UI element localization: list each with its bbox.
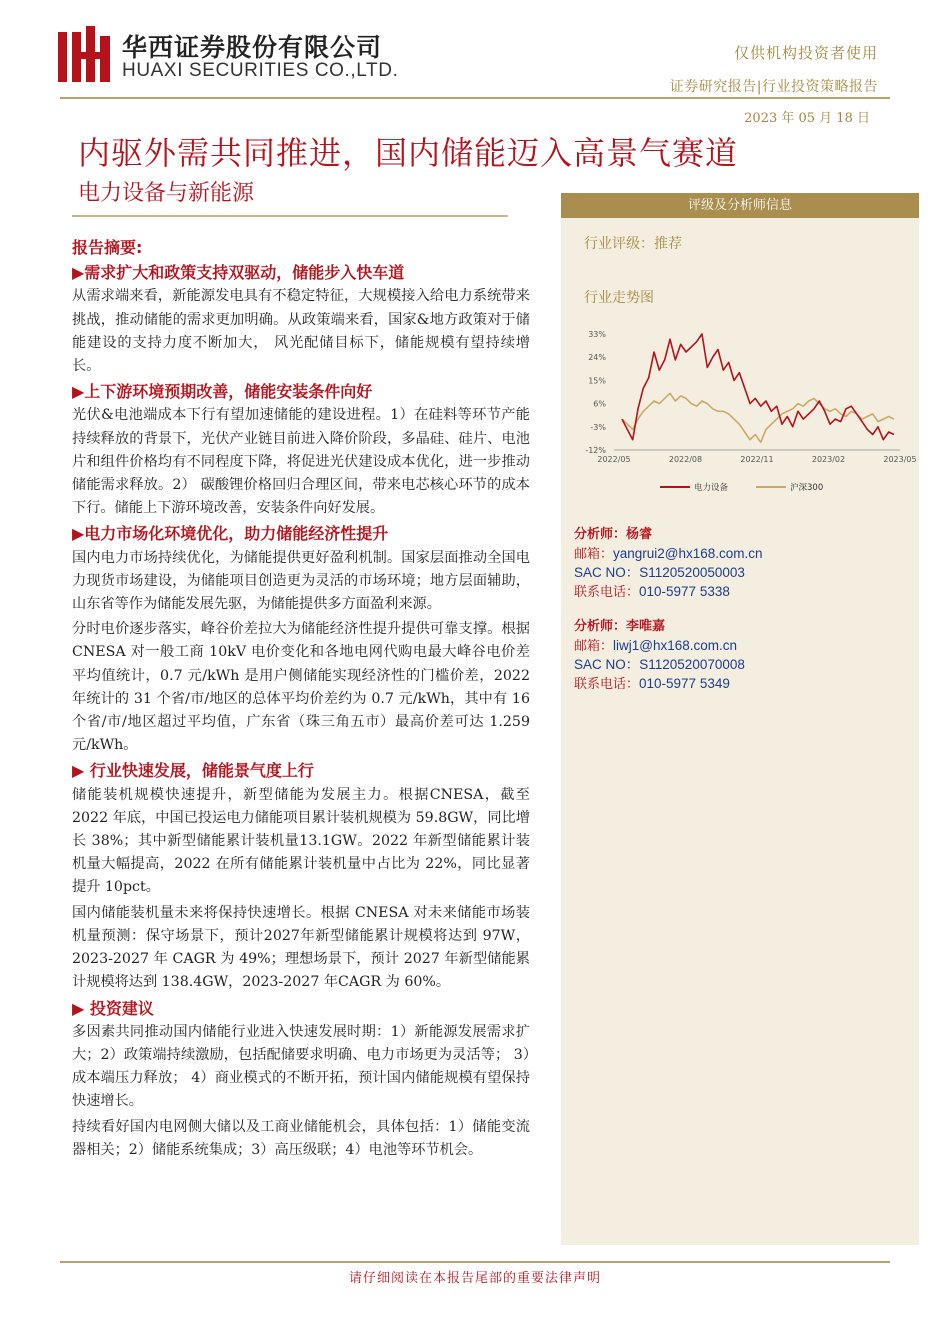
sac-number: S1120520050003 (639, 565, 745, 580)
y-tick-label: -3% (590, 422, 606, 432)
section-paragraph: 从需求端来看，新能源发电具有不稳定特征，大规模接入给电力系统带来挑战，推动储能的需求更加明确。从政策端来看，国家&地方政策对于储能建设的支持力度不断加大， 风光配储目标下，储能规模有望持续增长。 (72, 288, 530, 375)
email-label: 邮箱： (574, 638, 614, 654)
analyst-name: 分析师：李唯嘉 (574, 619, 666, 634)
analyst-name: 分析师：杨睿 (574, 527, 653, 542)
legend-label: 沪深300 (790, 483, 824, 493)
report-subtitle: 电力设备与新能源 (78, 181, 255, 206)
section-paragraph: 多因素共同推动国内储能行业进入快速发展时期：1）新能源发展需求扩大；2）政策端持续激励，包括配储要求明确、电力市场更为灵活等； 3）成本端压力释放； 4）商业模式的不断开拓，预计国内储能规模有望保持快速增长。 (72, 1023, 530, 1110)
sac-label: SAC NO： (574, 657, 640, 672)
x-tick-label: 2022/11 (740, 455, 774, 464)
analyst-card (574, 618, 745, 694)
legend-label: 电力设备 (694, 483, 729, 493)
section-paragraph: 国内储能装机量未来将保持快速增长。根据 CNESA 对未来储能市场装机量预测：保守场景下，预计2027年新型储能累计规模将达到 97W，2023-2027 年 CAGR 为 49%；理想场景下，预计 2027 年新型储能累计规模将达到 138.4GW，2023-2027 年CAGR 为 60%。 (72, 904, 530, 991)
analyst-phone-row (574, 583, 763, 603)
x-tick-label: 2023/05 (883, 455, 917, 464)
audience-note: 仅供机构投资者使用 (733, 44, 878, 62)
company-name-en: HUAXI SECURITIES CO.,LTD. (122, 60, 399, 81)
phone-label: 联系电话： (574, 584, 640, 600)
phone-number: 010-5977 5338 (639, 583, 730, 599)
footer-divider (60, 1261, 890, 1263)
header-divider (60, 97, 890, 99)
analyst-email-row (574, 545, 763, 565)
x-tick-label: 2022/05 (597, 455, 631, 464)
report-type: 证券研究报告|行业投资策略报告 (669, 79, 878, 95)
industry-trend-chart (574, 325, 917, 497)
section-heading: ▶上下游环境预期改善，储能安装条件向好 (72, 382, 373, 402)
email-label: 邮箱： (574, 546, 614, 562)
rating-label: 行业评级： (584, 236, 654, 252)
section-paragraph: 光伏&电池端成本下行有望加速储能的建设进程。1）在硅料等环节产能持续释放的背景下，光伏产业链目前进入降价阶段，多晶硅、硅片、电池片和组件价格均有不同程度下降，将促进光伏建设成本优化，进一步推动储能需求释放。2） 碳酸锂价格回归合理区间，带来电芯核心环节的成本下行。储能上下游环境改善，安装条件向好发展。 (72, 407, 530, 517)
section-heading: ▶电力市场化环境优化，助力储能经济性提升 (72, 524, 389, 544)
x-tick-label: 2023/02 (811, 455, 846, 464)
sac-label: SAC NO： (574, 565, 640, 580)
trend-chart-label: 行业走势图 (584, 290, 654, 306)
subtitle-divider (72, 215, 508, 217)
analyst-email-link[interactable]: yangrui2@hx168.com.cn (613, 545, 763, 561)
summary-heading: 报告摘要: (72, 238, 143, 257)
y-tick-label: 24% (588, 353, 606, 363)
section-heading: ▶ 行业快速发展，储能景气度上行 (72, 761, 314, 781)
y-tick-label: -12% (585, 446, 606, 455)
section-heading: ▶需求扩大和政策支持双驱动，储能步入快车道 (72, 263, 405, 283)
rating-value: 推荐 (654, 236, 682, 252)
analyst-email-link[interactable]: liwj1@hx168.com.cn (613, 637, 738, 653)
analyst-phone-row (574, 675, 745, 695)
sac-number: S1120520070008 (639, 657, 745, 672)
analyst-sac-row (574, 564, 763, 583)
y-tick-label: 33% (588, 330, 606, 339)
section-paragraph: 分时电价逐步落实，峰谷价差拉大为储能经济性提升提供可靠支撑。根据 CNESA 对一般工商 10kV 电价变化和各地电网代购电最大峰谷电价差平均值统计，0.7 元/kWh 是用户侧储能实现经济性的门槛价差，2022 年统计的 31 个省/市/地区的总体平均价差约为 0.7 元/kWh，其中有 16 个省/市/地区超过平均值，广东省（珠三角五市）最高价差可达 1.259 元/kWh。 (72, 621, 530, 754)
sidebar-header: 评级及分析师信息 (561, 193, 919, 218)
section-paragraph: 国内电力市场持续优化，为储能提供更好盈利机制。国家层面推动全国电力现货市场建设，为储能项目创造更为灵活的市场环境；地方层面辅助，山东省等作为储能发展先驱，为储能提供多方面盈利来源。 (72, 549, 530, 613)
phone-number: 010-5977 5349 (639, 675, 730, 691)
huaxi-logo-icon (58, 26, 110, 82)
section-heading: ▶ 投资建议 (72, 998, 154, 1018)
analyst-sac-row (574, 656, 745, 675)
analyst-email-row (574, 637, 745, 657)
report-date: 2023 年 05 月 18 日 (744, 111, 870, 126)
series-line (622, 393, 894, 442)
phone-label: 联系电话： (574, 676, 640, 692)
company-name-cn: 华西证券股份有限公司 (122, 33, 383, 62)
report-summary (72, 236, 530, 1164)
x-tick-label: 2022/08 (668, 455, 703, 464)
report-title: 内驱外需共同推进，国内储能迈入高景气赛道 (78, 134, 739, 172)
y-tick-label: 15% (588, 376, 606, 386)
section-paragraph: 储能装机规模快速提升，新型储能为发展主力。根据CNESA，截至 2022 年底，中国已投运电力储能项目累计装机规模为 59.8GW，同比增长 38%；其中新型储能累计装机量13.1GW。2022 年新型储能累计装机量大幅提高，2022 在所有储能累计装机量中占比为 22%，同比显著提升 10pct。 (72, 786, 530, 896)
series-line (622, 334, 894, 440)
section-paragraph: 持续看好国内电网侧大储以及工商业储能机会，具体包括：1）储能变流器相关；2）储能系统集成；3）高压级联；4）电池等环节机会。 (72, 1118, 530, 1158)
industry-rating (584, 233, 682, 253)
analyst-card (574, 526, 763, 602)
y-tick-label: 6% (593, 399, 606, 409)
legal-notice: 请仔细阅读在本报告尾部的重要法律声明 (348, 1271, 601, 1286)
